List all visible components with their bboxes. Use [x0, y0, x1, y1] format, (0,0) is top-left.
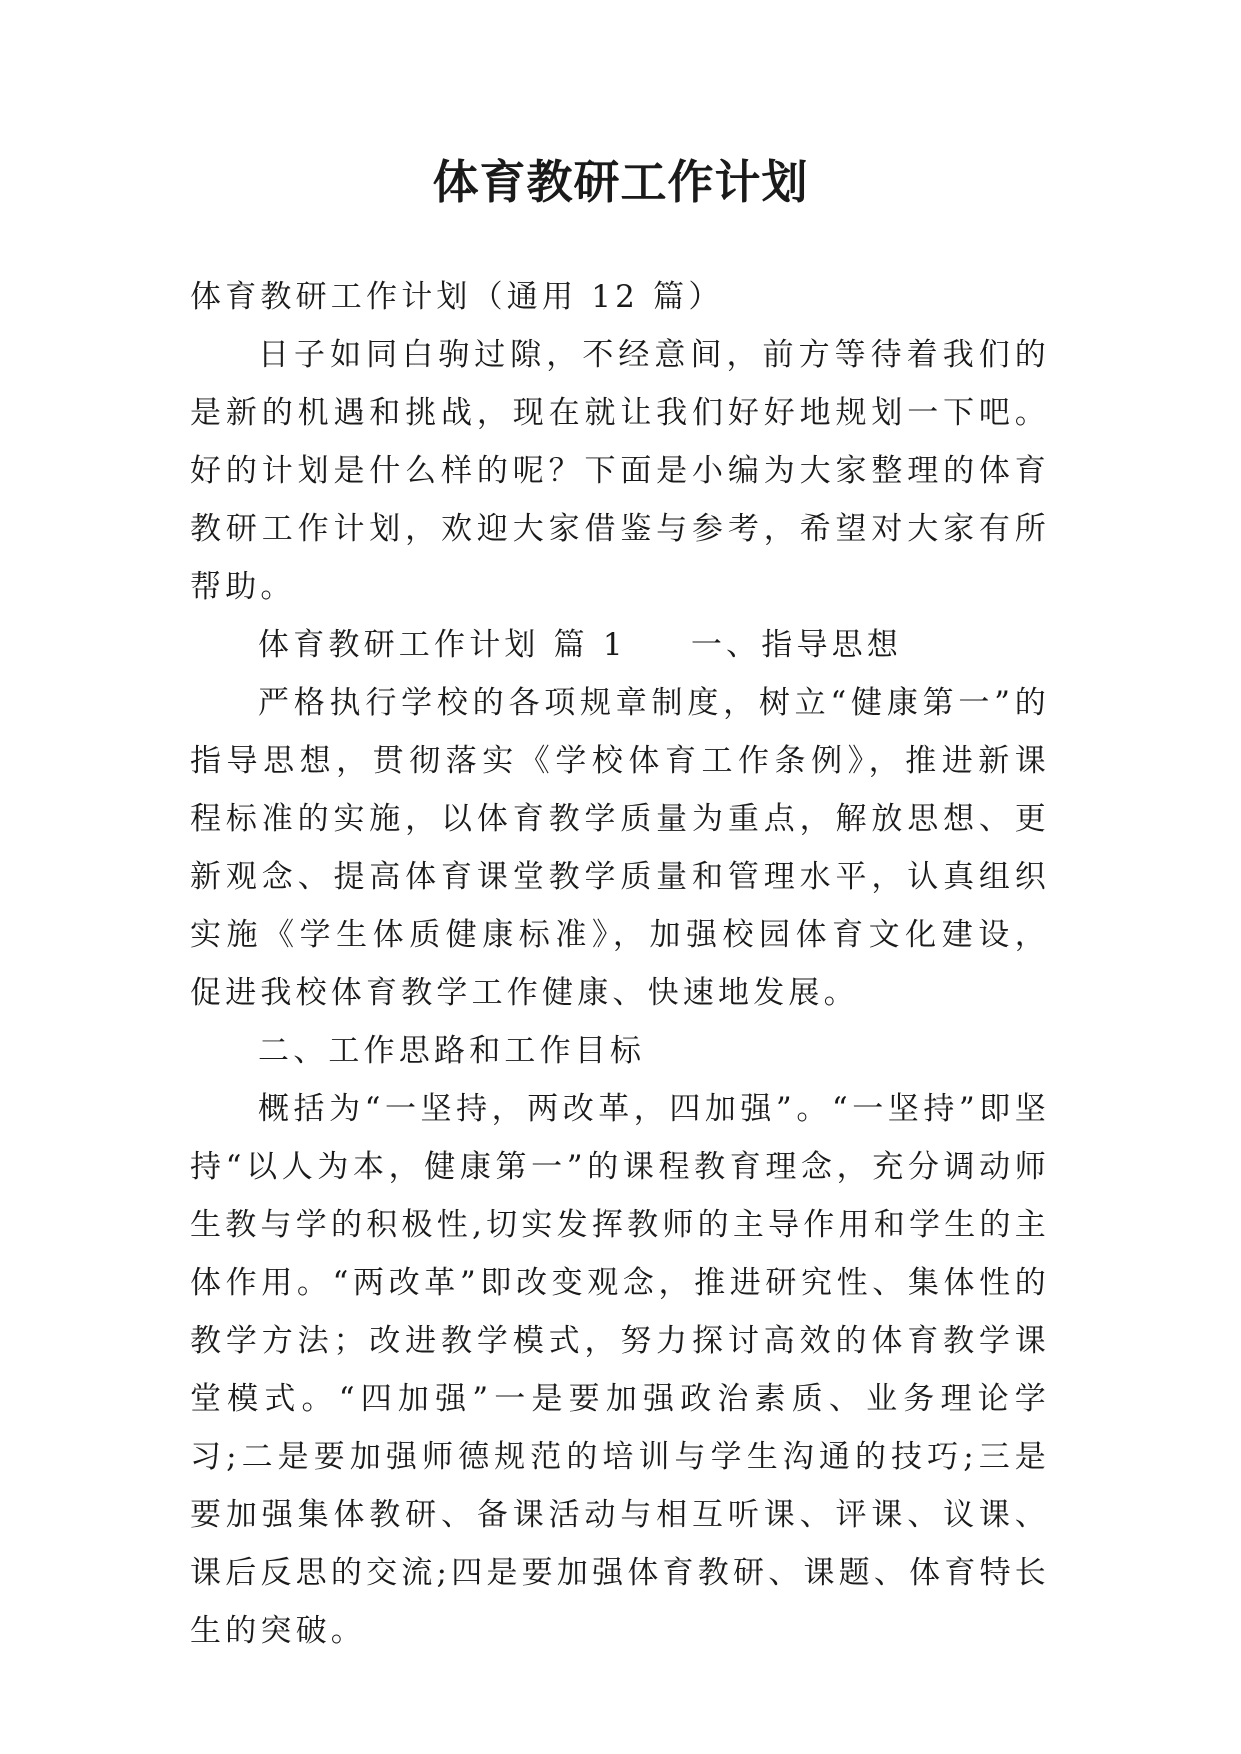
section1-heading: 一、指导思想	[690, 627, 903, 663]
document-subtitle: 体育教研工作计划（通用 12 篇）	[190, 279, 724, 315]
article-heading-line	[190, 616, 1050, 674]
document-body	[190, 268, 1050, 1660]
document-title: 体育教研工作计划	[432, 155, 809, 209]
intro-paragraph: 日子如同白驹过隙，不经意间，前方等待着我们的是新的机遇和挑战，现在就让我们好好地规划一下吧。好的计划是什么样的呢？下面是小编为大家整理的体育教研工作计划，欢迎大家借鉴与参考，希望对大家有所帮助。	[190, 337, 1050, 605]
section1-paragraph: 严格执行学校的各项规章制度，树立“健康第一”的指导思想，贯彻落实《学校体育工作条例》，推进新课程标准的实施，以体育教学质量为重点，解放思想、更新观念、提高体育课堂教学质量和管理水平，认真组织实施《学生体质健康标准》，加强校园体育文化建设，促进我校体育教学工作健康、快速地发展。	[190, 685, 1050, 1011]
article-label: 体育教研工作计划 篇 1	[258, 627, 627, 663]
section2-heading: 二、工作思路和工作目标	[258, 1033, 646, 1069]
section2-paragraph: 概括为“一坚持，两改革，四加强”。“一坚持”即坚持“以人为本，健康第一”的课程教育理念，充分调动师生教与学的积极性,切实发挥教师的主导作用和学生的主体作用。“两改革”即改变观念，推进研究性、集体性的教学方法；改进教学模式，努力探讨高效的体育教学课堂模式。“四加强”一是要加强政治素质、业务理论学习;二是要加强师德规范的培训与学生沟通的技巧;三是要加强集体教研、备课活动与相互听课、评课、议课、课后反思的交流;四是要加强体育教研、课题、体育特长生的突破。	[190, 1091, 1050, 1649]
